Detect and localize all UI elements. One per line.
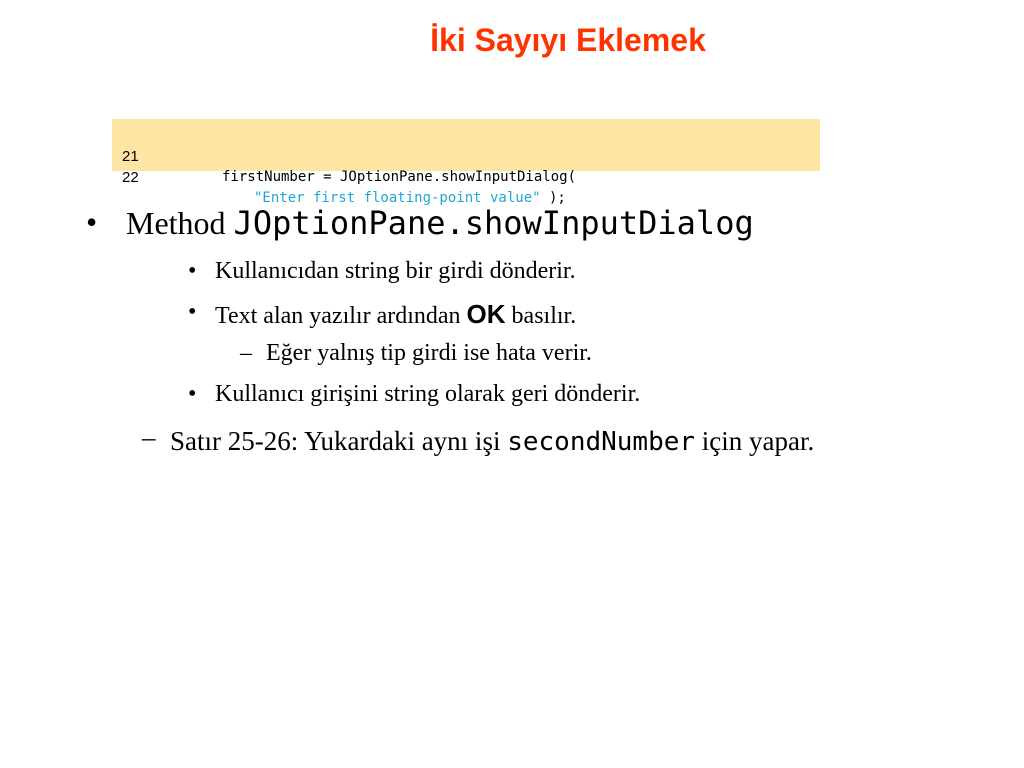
- bullet-main-text: [126, 204, 754, 242]
- bullet-sub-2-prefix: Text alan yazılır ardından: [215, 303, 467, 329]
- line-number: 22: [122, 169, 139, 186]
- bullet-dot: •: [188, 299, 197, 325]
- code-block: [112, 119, 820, 206]
- bullet-dot: •: [188, 258, 197, 284]
- dash-item-text: [170, 422, 890, 461]
- code-string-literal: "Enter first floating-point value": [254, 190, 541, 206]
- code-text: firstNumber = JOptionPane.showInputDialog(: [222, 169, 577, 185]
- bullet-sub-4-text: Kullanıcı girişini string olarak geri dönderir.: [215, 381, 641, 407]
- bullet-dot: •: [86, 204, 98, 240]
- slide-title: İki Sayıyı Eklemek: [430, 22, 706, 58]
- ok-label: OK: [466, 299, 506, 329]
- bullet-subsub-1-text: Eğer yalnış tip girdi ise hata verir.: [266, 340, 592, 366]
- dash-mark: –: [142, 422, 156, 452]
- dash-mark: –: [240, 340, 252, 366]
- bullet-main-prefix: Method: [126, 205, 234, 241]
- bullet-sub-1-text: Kullanıcıdan string bir girdi dönderir.: [215, 258, 576, 284]
- bullet-sub-2-suffix: basılır.: [505, 303, 577, 329]
- code-tail: );: [540, 190, 566, 206]
- dash-item-suffix: için yapar.: [695, 426, 815, 456]
- bullet-dot: •: [188, 381, 197, 407]
- line-number: 21: [122, 148, 139, 165]
- bullet-sub-2-text: [215, 299, 576, 330]
- dash-item-code: secondNumber: [507, 427, 696, 457]
- bullet-main-code: JOptionPane.showInputDialog: [233, 204, 754, 242]
- dash-item-prefix: Satır 25-26: Yukardaki aynı işi: [170, 426, 508, 456]
